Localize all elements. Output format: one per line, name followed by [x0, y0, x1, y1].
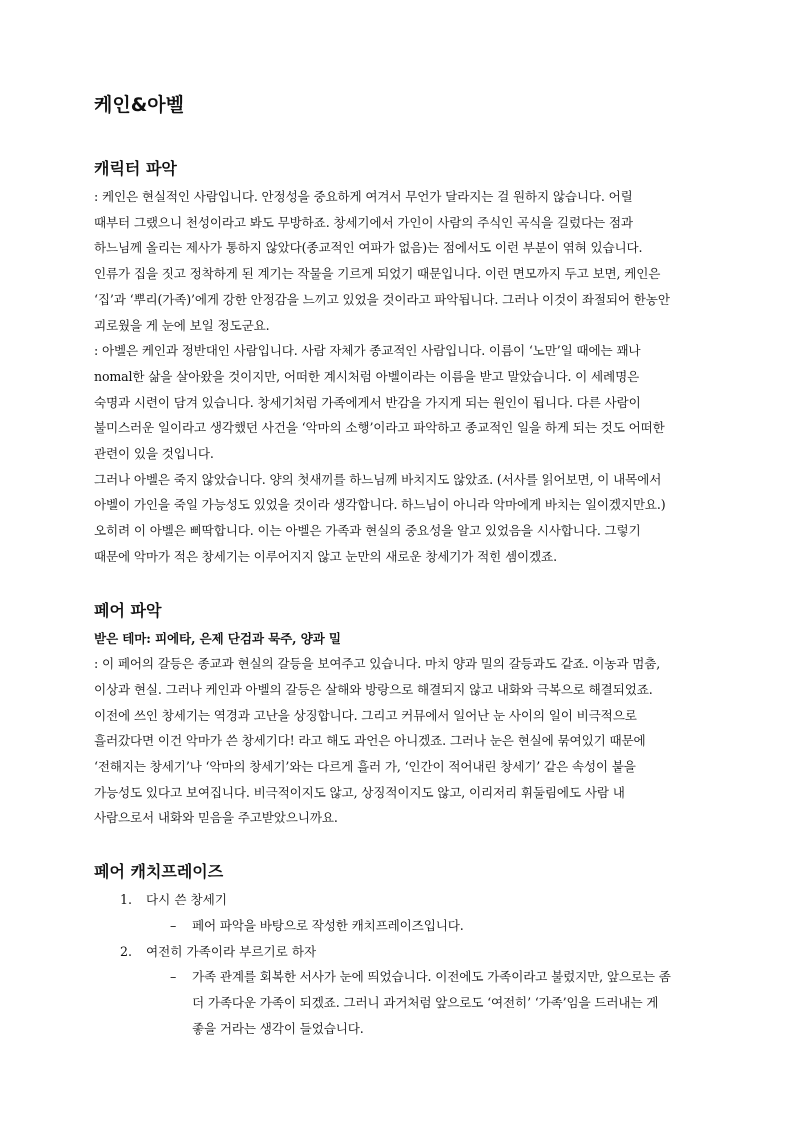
paragraph-line: 때문에 악마가 적은 창세기는 이루어지지 않고 눈만의 새로운 창세기가 적힌 셈이겠죠.	[94, 548, 557, 564]
list-number: 2.	[120, 943, 133, 959]
paragraph-line: 이상과 현실. 그러나 케인과 아벨의 갈등은 살해와 방랑으로 해결되지 않고 내화와 극복으로 해결되었죠.	[94, 681, 653, 697]
document-title: 케인&아벨	[94, 94, 184, 116]
paragraph-line: 아벨이 가인을 죽일 가능성도 있었을 것이라 생각합니다. 하느님이 아니라 악마에게 바치는 일이겠지만요.)	[94, 497, 666, 513]
pair-theme-subtitle: 받은 테마: 피에타, 은제 단검과 묵주, 양과 밀	[94, 630, 341, 646]
description-line: 가족 관계를 회복한 서사가 눈에 띄었습니다. 이전에도 가족이라고 불렀지만, 앞으로는 좀	[192, 969, 671, 985]
paragraph-line: 가능성도 있다고 보여집니다. 비극적이지도 않고, 상징적이지도 않고, 이리저리 휘둘림에도 사람 내	[94, 784, 625, 800]
paragraph-line: 이전에 쓰인 창세기는 역경과 고난을 상징합니다. 그리고 커뮤에서 일어난 눈 사이의 일이 비극적으로	[94, 707, 637, 723]
section-spacer	[94, 570, 730, 596]
paragraph-line: 때부터 그랬으니 천성이라고 봐도 무방하죠. 창세기에서 가인이 사람의 주식인 곡식을 길렀다는 점과	[94, 214, 633, 230]
paragraph-line: 흘러갔다면 이건 악마가 쓴 창세기다! 라고 해도 과언은 아니겠죠. 그러나 눈은 현실에 묶여있기 때문에	[94, 733, 646, 749]
paragraph-line: 사람으로서 내화와 믿음을 주고받았으니까요.	[94, 810, 338, 826]
paragraph-line: : 케인은 현실적인 사람입니다. 안정성을 중요하게 여겨서 무언가 달라지는 걸 원하지 않습니다. 어릴	[94, 189, 633, 204]
description-line: 좋을 거라는 생각이 들었습니다.	[192, 1020, 364, 1036]
paragraph-line: nomal한 삶을 살아왔을 것이지만, 어떠한 계시처럼 아벨이라는 이름을 받고 말았습니다. 이 세례명은	[94, 368, 640, 384]
catchphrase-description	[94, 964, 730, 990]
catchphrase-list	[94, 887, 730, 1041]
catchphrase-section	[94, 857, 730, 1041]
paragraph-line: ‘집’과 ‘뿌리(가족)’에게 강한 안정감을 느끼고 있었을 것이라고 파악됩니다. 그러나 이것이 좌절되어 한농안	[94, 291, 670, 307]
dash-bullet: –	[170, 969, 177, 985]
catchphrase-item	[94, 939, 730, 965]
paragraph-line: : 아벨은 케인과 정반대인 사람입니다. 사람 자체가 종교적인 사람입니다. 이름이 ‘노만’일 때에는 꽤나	[94, 343, 641, 359]
list-number: 1.	[120, 892, 133, 908]
paragraph-line: : 이 페어의 갈등은 종교과 현실의 갈등을 보여주고 있습니다. 마치 양과 밀의 갈등과도 같죠. 이농과 멈춤,	[94, 656, 661, 672]
catchphrase-description	[94, 1016, 730, 1042]
paragraph-line: 괴로웠을 게 눈에 보일 정도군요.	[94, 317, 270, 333]
paragraph-line: ‘전해지는 창세기’나 ‘악마의 창세기’와는 다르게 흘러 가, ‘인간이 적어내린 창세기’ 같은 속성이 붙을	[94, 759, 636, 775]
paragraph-line: 오히려 이 아벨은 삐딱합니다. 이는 아벨은 가족과 현실의 중요성을 알고 있었음을 시사합니다. 그렇기	[94, 523, 641, 539]
section-spacer	[94, 831, 730, 857]
catchphrase-item	[94, 887, 730, 913]
description-line: 더 가족다운 가족이 되겠죠. 그러니 과거처럼 앞으로도 ‘여전히’ ‘가족’임을 드러내는 게	[192, 994, 659, 1010]
paragraph-line: 불미스러운 일이라고 생각했던 사건을 ‘악마의 소행’이라고 파악하고 종교적인 일을 하게 되는 것도 어떠한	[94, 420, 665, 436]
paragraph-line: 관련이 있을 것입니다.	[94, 446, 214, 462]
paragraph-line: 하느님께 올리는 제사가 통하지 않았다(종교적인 여파가 없음)는 점에서도 이런 부분이 엮혀 있습니다.	[94, 240, 643, 256]
list-item	[94, 887, 730, 938]
catchphrase-description	[94, 990, 730, 1016]
catchphrase-label: 다시 쓴 창세기	[146, 892, 227, 908]
paragraph-line: 그러나 아벨은 죽지 않았습니다. 양의 첫새끼를 하느님께 바치지도 않았죠. (서사를 읽어보면, 이 내목에서	[94, 471, 662, 487]
dash-bullet: –	[170, 917, 177, 933]
catchphrase-heading: 페어 캐치프레이즈	[94, 862, 224, 882]
description-line: 페어 파악을 바탕으로 작성한 캐치프레이즈입니다.	[192, 917, 464, 933]
paragraph-line: 숙명과 시련이 담겨 있습니다. 창세기처럼 가족에게서 반감을 가지게 되는 원인이 됩니다. 다른 사람이	[94, 394, 641, 410]
list-item	[94, 939, 730, 1042]
pair-heading: 페어 파악	[94, 600, 162, 620]
character-section	[94, 154, 730, 570]
catchphrase-label: 여전히 가족이라 부르기로 하자	[146, 943, 317, 959]
character-heading: 캐릭터 파악	[94, 159, 177, 178]
pair-section	[94, 596, 730, 832]
paragraph-line: 인류가 집을 짓고 정착하게 된 계기는 작물을 기르게 되었기 때문입니다. 이런 면모까지 두고 보면, 케인은	[94, 266, 661, 282]
catchphrase-description	[94, 913, 730, 939]
